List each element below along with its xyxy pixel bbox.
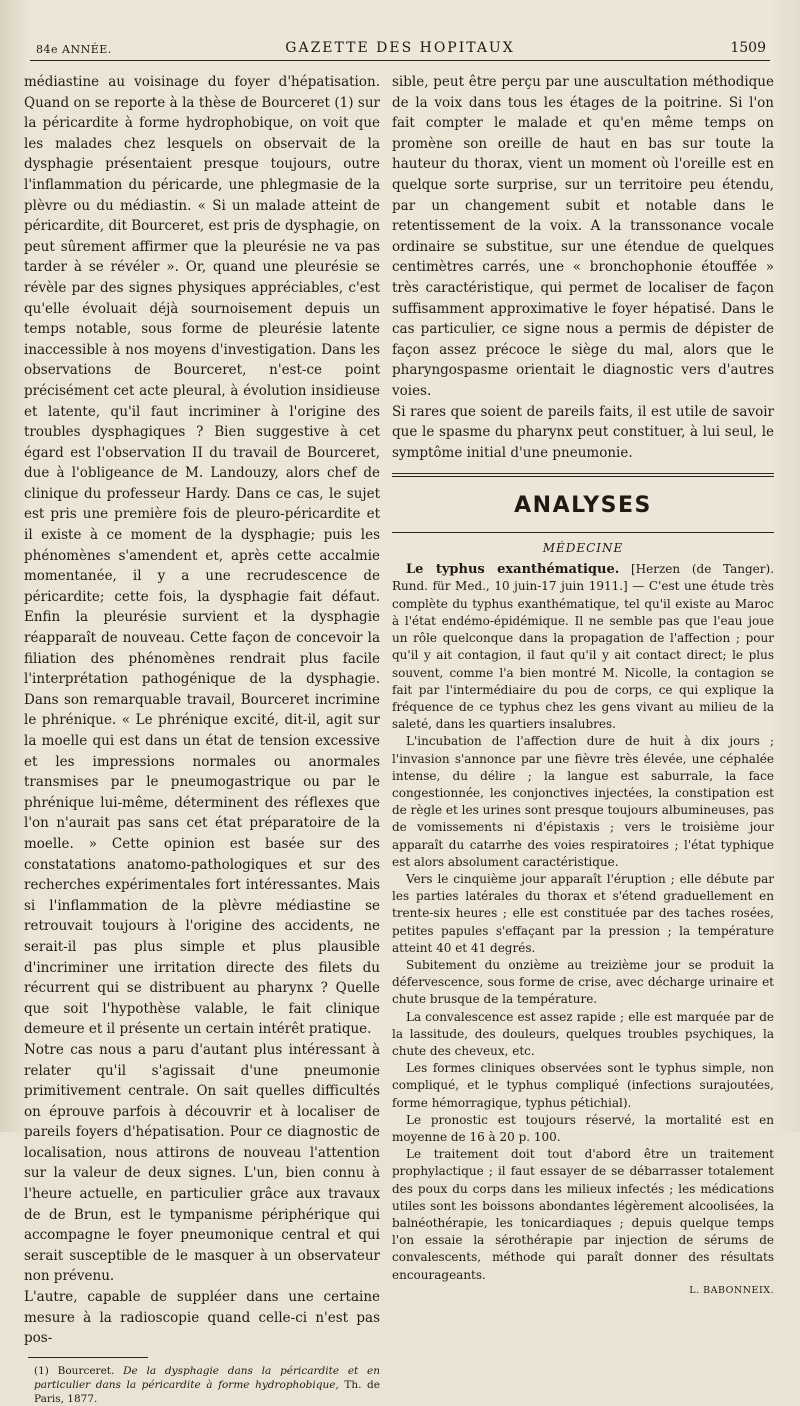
footnote-divider xyxy=(28,1357,148,1358)
section-heading: ANALYSES xyxy=(514,493,652,519)
right-column xyxy=(392,72,774,1299)
issue-year: 84e ANNÉE. xyxy=(36,43,112,56)
article-paragraph: Subitement du onzième au treizième jour se produit la défervescence, sous forme de crise, avec décharge urinaire et chute brusque de la température. xyxy=(392,957,774,1007)
article-lead xyxy=(392,561,774,733)
journal-title: GAZETTE DES HOPITAUX xyxy=(285,40,515,56)
heading-rule xyxy=(392,532,774,533)
section-divider xyxy=(392,473,774,477)
article-paragraph: Le traitement doit tout d'abord être un traitement prophylactique ; il faut essayer de se débarrasser totalement des poux du corps dans les milieux infectés ; les médications utiles sont les boissons abondantes légèrement alcoolisées, la balnéothérapie, les tonicardiaques ; depuis quelque temps l'on essaie la sérothérapie par injection de sérums de convalescents, méthode qui paraît donner des résultats encourageants. xyxy=(392,1147,774,1282)
right-column-text: sible, peut être perçu par une auscultation méthodique de la voix dans tous les étages de la poitrine. Si l'on fait compter le malade et qu'en même temps on promène son oreille de haut en bas sur toute la hauteur du thorax, vient un moment où l'oreille est en quelque sorte surprise, sur un territoire peu étendu, par un changement subit et notable dans le retentissement de la voix. A la transsonance vocale ordinaire se substitue, sur une étendue de quelques centimètres carrés, une « bronchophonie étouffée » très caractéristique, qui permet de localiser de façon suffisamment approximative le foyer hépatisé. Dans le cas particulier, ce signe nous a permis de dépister de façon assez précoce le siège du mal, alors que le pharyngospasme orientait le diagnostic vers d'autres voies. Si rares que soient de pareils faits, il est utile de savoir que le spasme du pharynx peut constituer, à lui seul, le symptôme initial d'une pneumonie. xyxy=(392,74,774,461)
article-body xyxy=(392,561,774,1299)
footnote xyxy=(34,1364,380,1406)
page-number: 1509 xyxy=(730,40,766,56)
article-paragraph: [Herzen (de Tanger). Rund. für Med., 10 juin-17 juin 1911.] — C'est une étude très complète du typhus exanthématique, tel qu'il existe au Maroc à l'état endémo-épidémique. Il ne semble pas que l'eau joue un rôle quelconque dans la propagation de l'affection ; pour qu'il y ait contagion, il faut qu'il y ait contact direct; le plus souvent, comme l'a bien montré M. Nicolle, la contagion se fait par l'intermédiaire du pou de corps, ce qui explique la fréquence de ce typhus chez les gens vivant au milieu de la saleté, dans les quartiers insalubres. xyxy=(392,562,775,732)
left-column-text: médiastine au voisinage du foyer d'hépatisation. Quand on se reporte à la thèse de Bourceret (1) sur la péricardite à forme hydrophobique, on voit que les malades chez lesquels on observait de la dysphagie présentaient presque toujours, outre l'inflammation du péricarde, une phlegmasie de la plèvre ou du médiastin. « Si un malade atteint de péricardite, dit Bourceret, est pris de dysphagie, on peut sûrement affirmer que la pleurésie ne va pas tarder à se révéler ». Or, quand une pleurésie se révèle par des signes physiques appréciables, c'est qu'elle évoluait déjà sournoisement depuis un temps notable, sous forme de pleurésie latente inaccessible à nos moyens d'investigation. Dans les observations de Bourceret, n'est-ce point précisément cet acte pleural, à évolution insidieuse et latente, qu'il faut incriminer à l'origine des troubles dysphagiques ? Bien suggestive à cet égard est l'observation II du travail de Bourceret, due à l'obligeance de M. Landouzy, alors chef de clinique du professeur Hardy. Dans ce cas, le sujet est pris une première fois de pleuro-péricardite et il existe à ce moment de la dysphagie; puis les phénomènes s'amendent et, après cette accalmie momentanée, il y a une recrudescence de péricardite; cette fois, la dysphagie fait défaut. Enfin la pleurésie survient et la dysphagie réapparaît de nouveau. Cette façon de concevoir la filiation des phénomènes rendrait plus facile l'interprétation pathogénique de la dysphagie. Dans son remarquable travail, Bourceret incrimine le phrénique. « Le phrénique excité, dit-il, agit sur la moelle qui est dans un état de tension excessive et les impressions normales ou anormales transmises par le pneumogastrique ou par le phrénique lui-même, déterminent des réflexes que l'on n'aurait pas sans cet état préparatoire de la moelle. » Cette opinion est basée sur des constatations anatomo-pathologiques et sur des recherches expérimentales fort intéressantes. Mais si l'inflammation de la plèvre médiastine se retrouvait toujours à l'origine des accidents, ne serait-il pas plus simple et plus plausible d'incriminer une irritation directe des filets du récurrent qui se distribuent au pharynx ? Quelle que soit l'hypothèse valable, le fait clinique demeure et il présente un certain intérêt pratique. Notre cas nous a paru d'autant plus intéressant à relater qu'il s'agissait d'une pneumonie primitivement centrale. On sait quelles difficultés on éprouve parfois à découvrir et à localiser de pareils foyers d'hépatisation. Pour ce diagnostic de localisation, nous attirons de nouveau l'attention sur la valeur de deux signes. L'un, bien connu à l'heure actuelle, en particulier grâce aux travaux de de Brun, est le tympanisme périphérique qui accompagne le foyer pneumonique central et qui serait susceptible de le masquer à un observateur non prévenu. L'autre, capable de suppléer dans une certaine mesure à la radioscopie quand celle-ci n'est pas pos- xyxy=(24,74,380,1347)
article-paragraph: Les formes cliniques observées sont le typhus simple, non compliqué, et le typhus compliqué (infections surajoutées, forme hémorragique, typhus pétichial). xyxy=(392,1061,774,1110)
article-title: Le typhus exanthématique. xyxy=(406,562,620,578)
article-paragraph: Le pronostic est toujours réservé, la mortalité est en moyenne de 16 à 20 p. 100. xyxy=(392,1112,774,1144)
footnote-tail: Th. de Paris, 1877. xyxy=(34,1378,380,1405)
article-paragraph: Vers le cinquième jour apparaît l'éruption ; elle débute par les parties latérales du thorax et s'étend graduellement en trente-six heures ; elle est constituée par des taches rosées, petites papules s'effaçant par la pression ; la température atteint 40 et 41 degrés. xyxy=(392,871,774,955)
author-signature: L. BABONNEIX. xyxy=(689,1284,774,1296)
page-header xyxy=(30,36,770,61)
subsection-title: MÉDECINE xyxy=(542,541,624,556)
article-paragraph: La convalescence est assez rapide ; elle est marquée par de la lassitude, des douleurs, quelques troubles psychiques, la chute des cheveux, etc. xyxy=(392,1009,774,1058)
left-column xyxy=(24,72,380,1406)
footnote-author: (1) Bourceret. xyxy=(34,1364,115,1377)
footnote-title: De la dysphagie dans la péricardite et en particulier dans la péricardite à forme hydrophobique, xyxy=(34,1364,381,1391)
article-paragraph: L'incubation de l'affection dure de huit à dix jours ; l'invasion s'annonce par une fièvre très élevée, une céphalée intense, du délire ; la langue est saburrale, la face congestionnée, les conjonctives injectées, la constipation est de règle et les urines sont presque toujours albumineuses, pas de vomissements ni d'épistaxis ; vers le troisième jour apparaît du catarrhe des voies respiratoires ; l'état typhique est alors absolument caractéristique. xyxy=(392,734,774,869)
